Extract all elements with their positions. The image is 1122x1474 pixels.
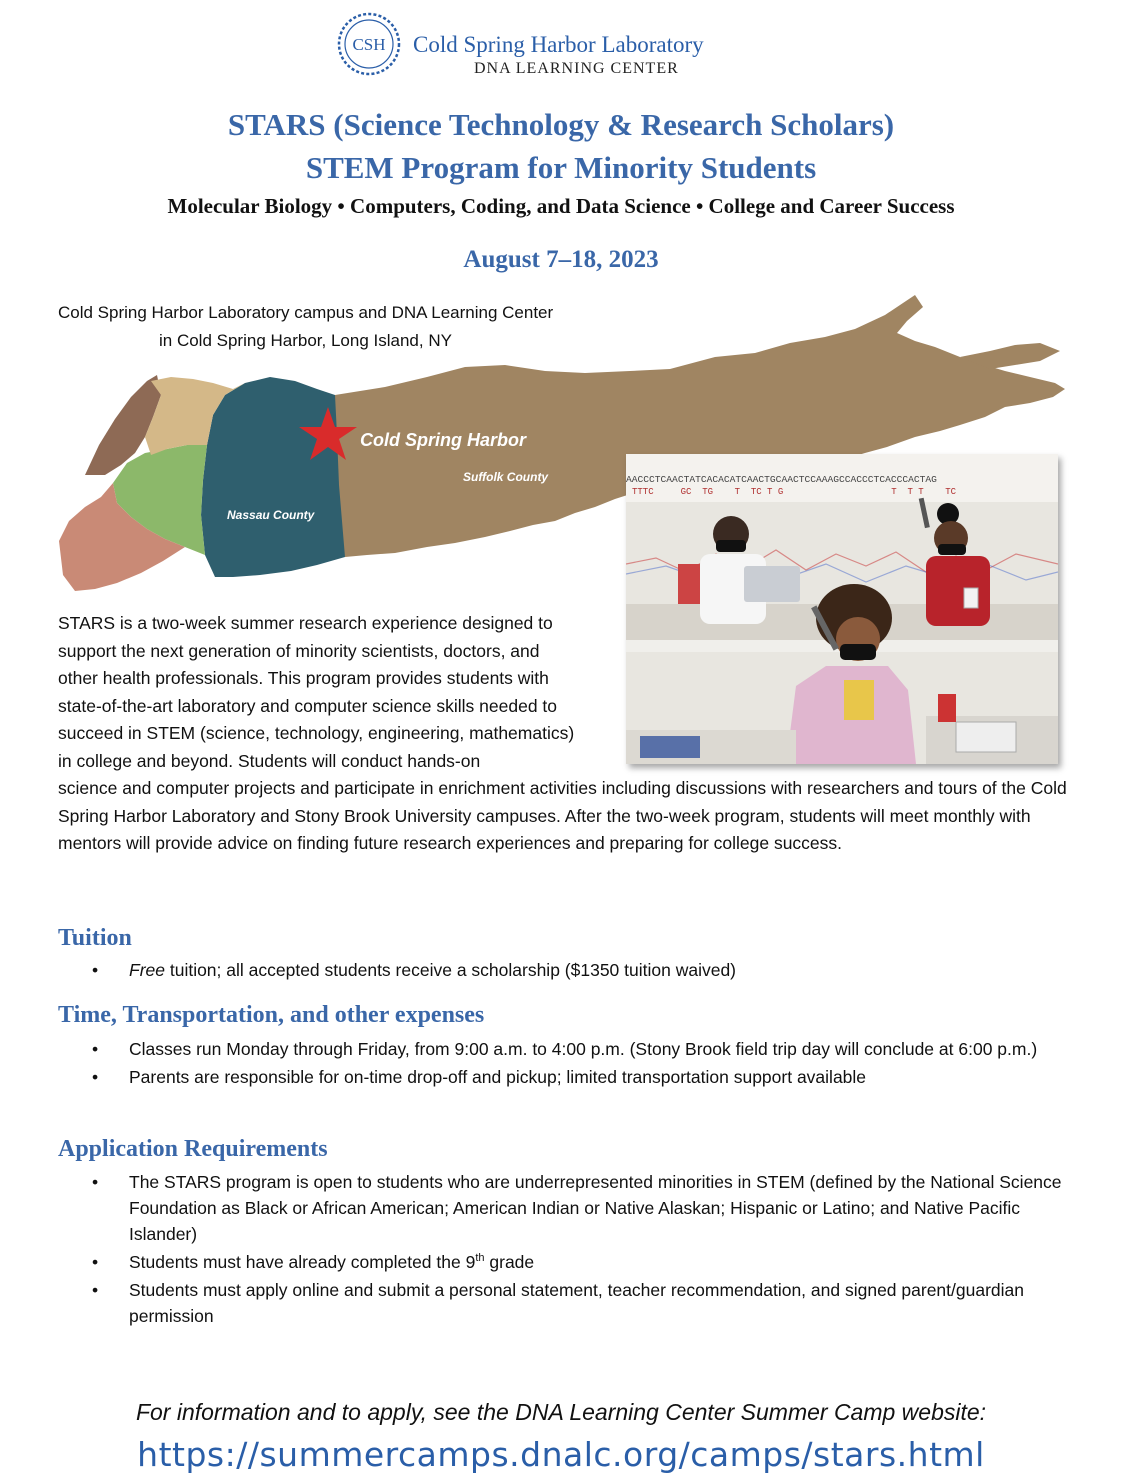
bullet-icon: •	[92, 1172, 99, 1192]
list-item	[58, 1169, 1068, 1247]
time-list	[58, 1036, 1068, 1092]
list-item	[58, 957, 1068, 983]
list-item	[58, 1249, 1068, 1275]
org-subtitle: DNA LEARNING CENTER	[474, 60, 679, 77]
application-list	[58, 1169, 1068, 1331]
list-item	[58, 1036, 1068, 1062]
tuition-free-emphasis: Free	[129, 960, 165, 980]
logo-initials: CSH	[352, 35, 386, 54]
location-line-2: in Cold Spring Harbor, Long Island, NY	[159, 331, 452, 350]
time-item-2: Parents are responsible for on-time drop-off and pickup; limited transportation support available	[129, 1067, 867, 1087]
tuition-list	[58, 957, 1068, 985]
org-name: Cold Spring Harbor Laboratory	[413, 32, 704, 57]
nassau-county-region	[201, 377, 345, 577]
intro-paragraph-part-2: science and computer projects and participate in enrichment activities including discussions with researchers and tours of the Cold Spring Harbor Laboratory and Stony Brook University campuses. After the two-week program, students will meet monthly with mentors will provide advice on finding future research experiences and preparing for college success.	[58, 778, 1067, 853]
application-item-2: Students must have already completed the 9th grade	[129, 1252, 535, 1272]
subjects-line: Molecular Biology • Computers, Coding, and Data Science • College and Career Success	[167, 194, 955, 218]
application-item-3: Students must apply online and submit a personal statement, teacher recommendation, and signed parent/guardian permission	[129, 1280, 1024, 1326]
location-line-1: Cold Spring Harbor Laboratory campus and DNA Learning Center	[58, 303, 554, 322]
time-heading: Time, Transportation, and other expenses	[58, 1002, 485, 1028]
bullet-icon: •	[92, 1067, 99, 1087]
title-line-2: STEM Program for Minority Students	[305, 150, 817, 185]
application-item-1: The STARS program is open to students who are underrepresented minorities in STEM (defined by the National Science Foundation as Black or African American; American Indian or Native Alaskan; Hispanic or Latino; and Native Pacific Islander)	[129, 1172, 1062, 1244]
info-line: For information and to apply, see the DNA Learning Center Summer Camp website:	[135, 1399, 987, 1425]
dna-sequence-top: AACCCTCAACTATCACACATCAACTGCAACTCCAAAGCCACCCTCACCCACTAG	[626, 474, 937, 485]
intro-paragraph-part-1: STARS is a two-week summer research experience designed to support the next generation of minority scientists, doctors, and other health professionals. This program provides students with state-of-the-art laboratory and computer science skills needed to succeed in STEM (science, technology, engineering, mathematics) in college and beyond. Students will conduct hands-on	[58, 613, 575, 771]
bullet-icon: •	[92, 960, 99, 980]
time-item-1: Classes run Monday through Friday, from 9:00 a.m. to 4:00 p.m. (Stony Brook field trip day will conclude at 6:00 p.m.)	[129, 1039, 1038, 1059]
map-label-suffolk: Suffolk County	[463, 470, 549, 484]
lab-students-photo	[626, 454, 1058, 764]
bullet-icon: •	[92, 1280, 99, 1300]
application-heading: Application Requirements	[58, 1136, 328, 1162]
list-item	[58, 1277, 1068, 1329]
map-label-cold-spring-harbor: Cold Spring Harbor	[360, 430, 526, 450]
tuition-heading: Tuition	[58, 925, 132, 951]
dna-ring-icon	[333, 8, 405, 80]
tuition-item-text: tuition; all accepted students receive a scholarship ($1350 tuition waived)	[164, 960, 737, 980]
cshl-logo	[333, 8, 773, 84]
website-link[interactable]: https://summercamps.dnalc.org/camps/stars.html	[137, 1435, 985, 1474]
map-label-nassau: Nassau County	[227, 508, 315, 522]
bullet-icon: •	[92, 1252, 99, 1272]
bullet-icon: •	[92, 1039, 99, 1059]
title-line-1: STARS (Science Technology & Research Scholars)	[227, 107, 895, 142]
program-dates: August 7–18, 2023	[463, 246, 659, 273]
dna-sequence-bottom: TTTC GC TG T TC T G T T T TC	[632, 487, 957, 497]
list-item	[58, 1064, 1068, 1090]
